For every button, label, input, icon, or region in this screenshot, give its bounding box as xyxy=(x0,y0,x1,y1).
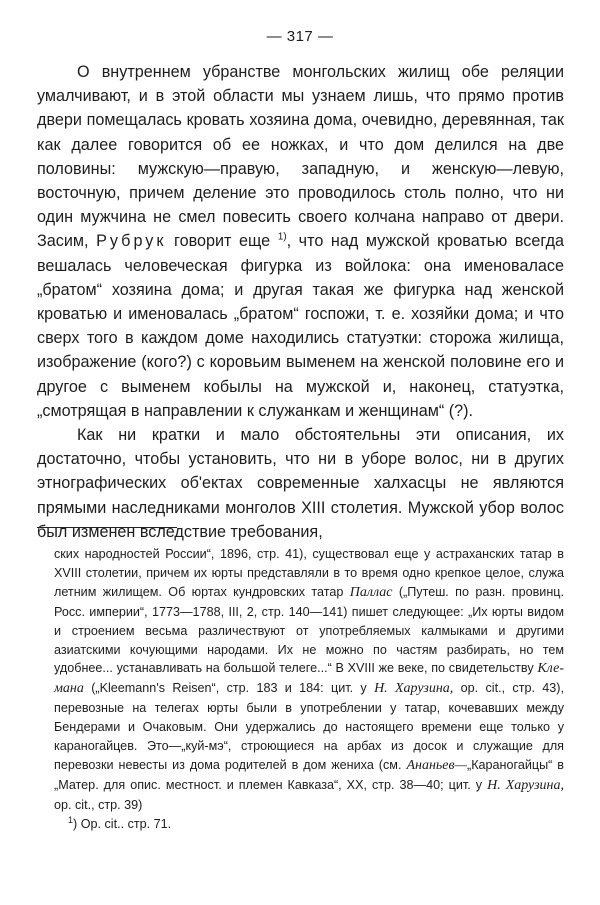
footnote-divider xyxy=(37,527,177,528)
footnote-text: op. cit., стр. 43), перевозные на телегах юрты были в употреблении у татар, кочевавших между Бендерами и Очаковым. Они удержались до настоящего времени еще только у караногайцев. Это—„куй-мэ“, строющиеся на арбах из досок и служащие для перевозки невесты из дома родителей в дом жениха (см. xyxy=(54,681,564,772)
author-name-rubruk: Рубрук xyxy=(96,232,167,251)
footnote-1 xyxy=(54,815,564,834)
page-number: — 317 — xyxy=(266,28,334,45)
paragraph-1-part-a: О внутреннем убранстве монгольских жилищ обе реляции умалчивают, и в этой области мы узнаем лишь, что прямо против двери помещалась кровать хозяина дома, очевидно, деревянная, так как далее говорится об ее ножках, и что дом делился на две половины: мужскую—правую, западную, и женскую—левую, восточную, причем деление это проводилось столь полно, что ни один мужчина не смел повесить своего колчана направо от двери. Засим, xyxy=(37,63,564,251)
footnote-continuation xyxy=(54,545,564,815)
footnote-text: op. cit., стр. 39) xyxy=(54,797,143,812)
footnote-reference-1: 1) xyxy=(277,232,287,244)
footnote-1-text: ) Op. cit.. стр. 71. xyxy=(73,816,172,831)
main-text xyxy=(37,60,564,544)
paragraph-1-part-b: говорит еще xyxy=(174,232,271,251)
paragraph-1-part-c: , что над мужской кроватью всегда вешалась человеческая фигурка из войлока: она именоваласе „братом“ хозяина дома; и другая такая же фигурка над женской кроватью и именовалась „братом“ госпожи, т. е. хозяйки дома; и что сверх того в каждом доме находились статуэтки: сторожа жилища, изображение (кого?) с коровьим выменем на женской половине его и другое с выменем кобылы на мужской и, наконец, статуэтка, „смотрящая в направлении к служанкам и женщинам“ (?). xyxy=(37,232,565,420)
paragraph-2: Как ни кратки и мало обстоятельны эти описания, их достаточно, чтобы установить, что ни в уборе волос, ни в других этнографических об'ектах современные халхасцы не являются прямыми наследниками монголов XIII столетия. Мужской убор волос был изменен вследствие требования, xyxy=(37,426,564,541)
footnote-text: „Караногайцы“ в „Матер. для опис. местност. и племен Кавказа“, XX, стр. 38—40; цит. у xyxy=(54,757,564,792)
footnote-1-mark: 1 xyxy=(68,814,74,825)
author-ananiev: Ананьев— xyxy=(406,757,468,773)
footnote-text: („Kleemann's Reisen“, стр. 183 и 184: цит. у xyxy=(91,681,367,696)
paragraph-1 xyxy=(37,60,564,423)
footnote-text: ских народностей России“, 1896, стр. 41), существовал еще у астраханских татар в XVIII столетии, причем их юрты представляли в то время одно крепкое целое, служа летним жилищем. Об юртах кундровских татар xyxy=(54,547,564,599)
author-pallas: Паллас xyxy=(349,584,393,600)
footnote-text: („Путеш. по разн. провинц. Росс. империи“, 1773—1788, III, 2, стр. 140—141) пишет следующее: „Их юрты видом и строением весьма различествуют от употребляемых калмыками и другими азиатскими кочующими народами. Их не можно по частям разбирать, но тем удобнее... устанавливать на большой телеге...“ В XVIII же веке, по свидетельству xyxy=(54,584,564,676)
author-kharuzina: Н. Харузина, xyxy=(374,681,454,697)
author-kharuzina: Н. Харузина, xyxy=(487,777,564,793)
footnotes xyxy=(54,545,564,834)
author-kleemann: Клемана xyxy=(54,661,564,697)
